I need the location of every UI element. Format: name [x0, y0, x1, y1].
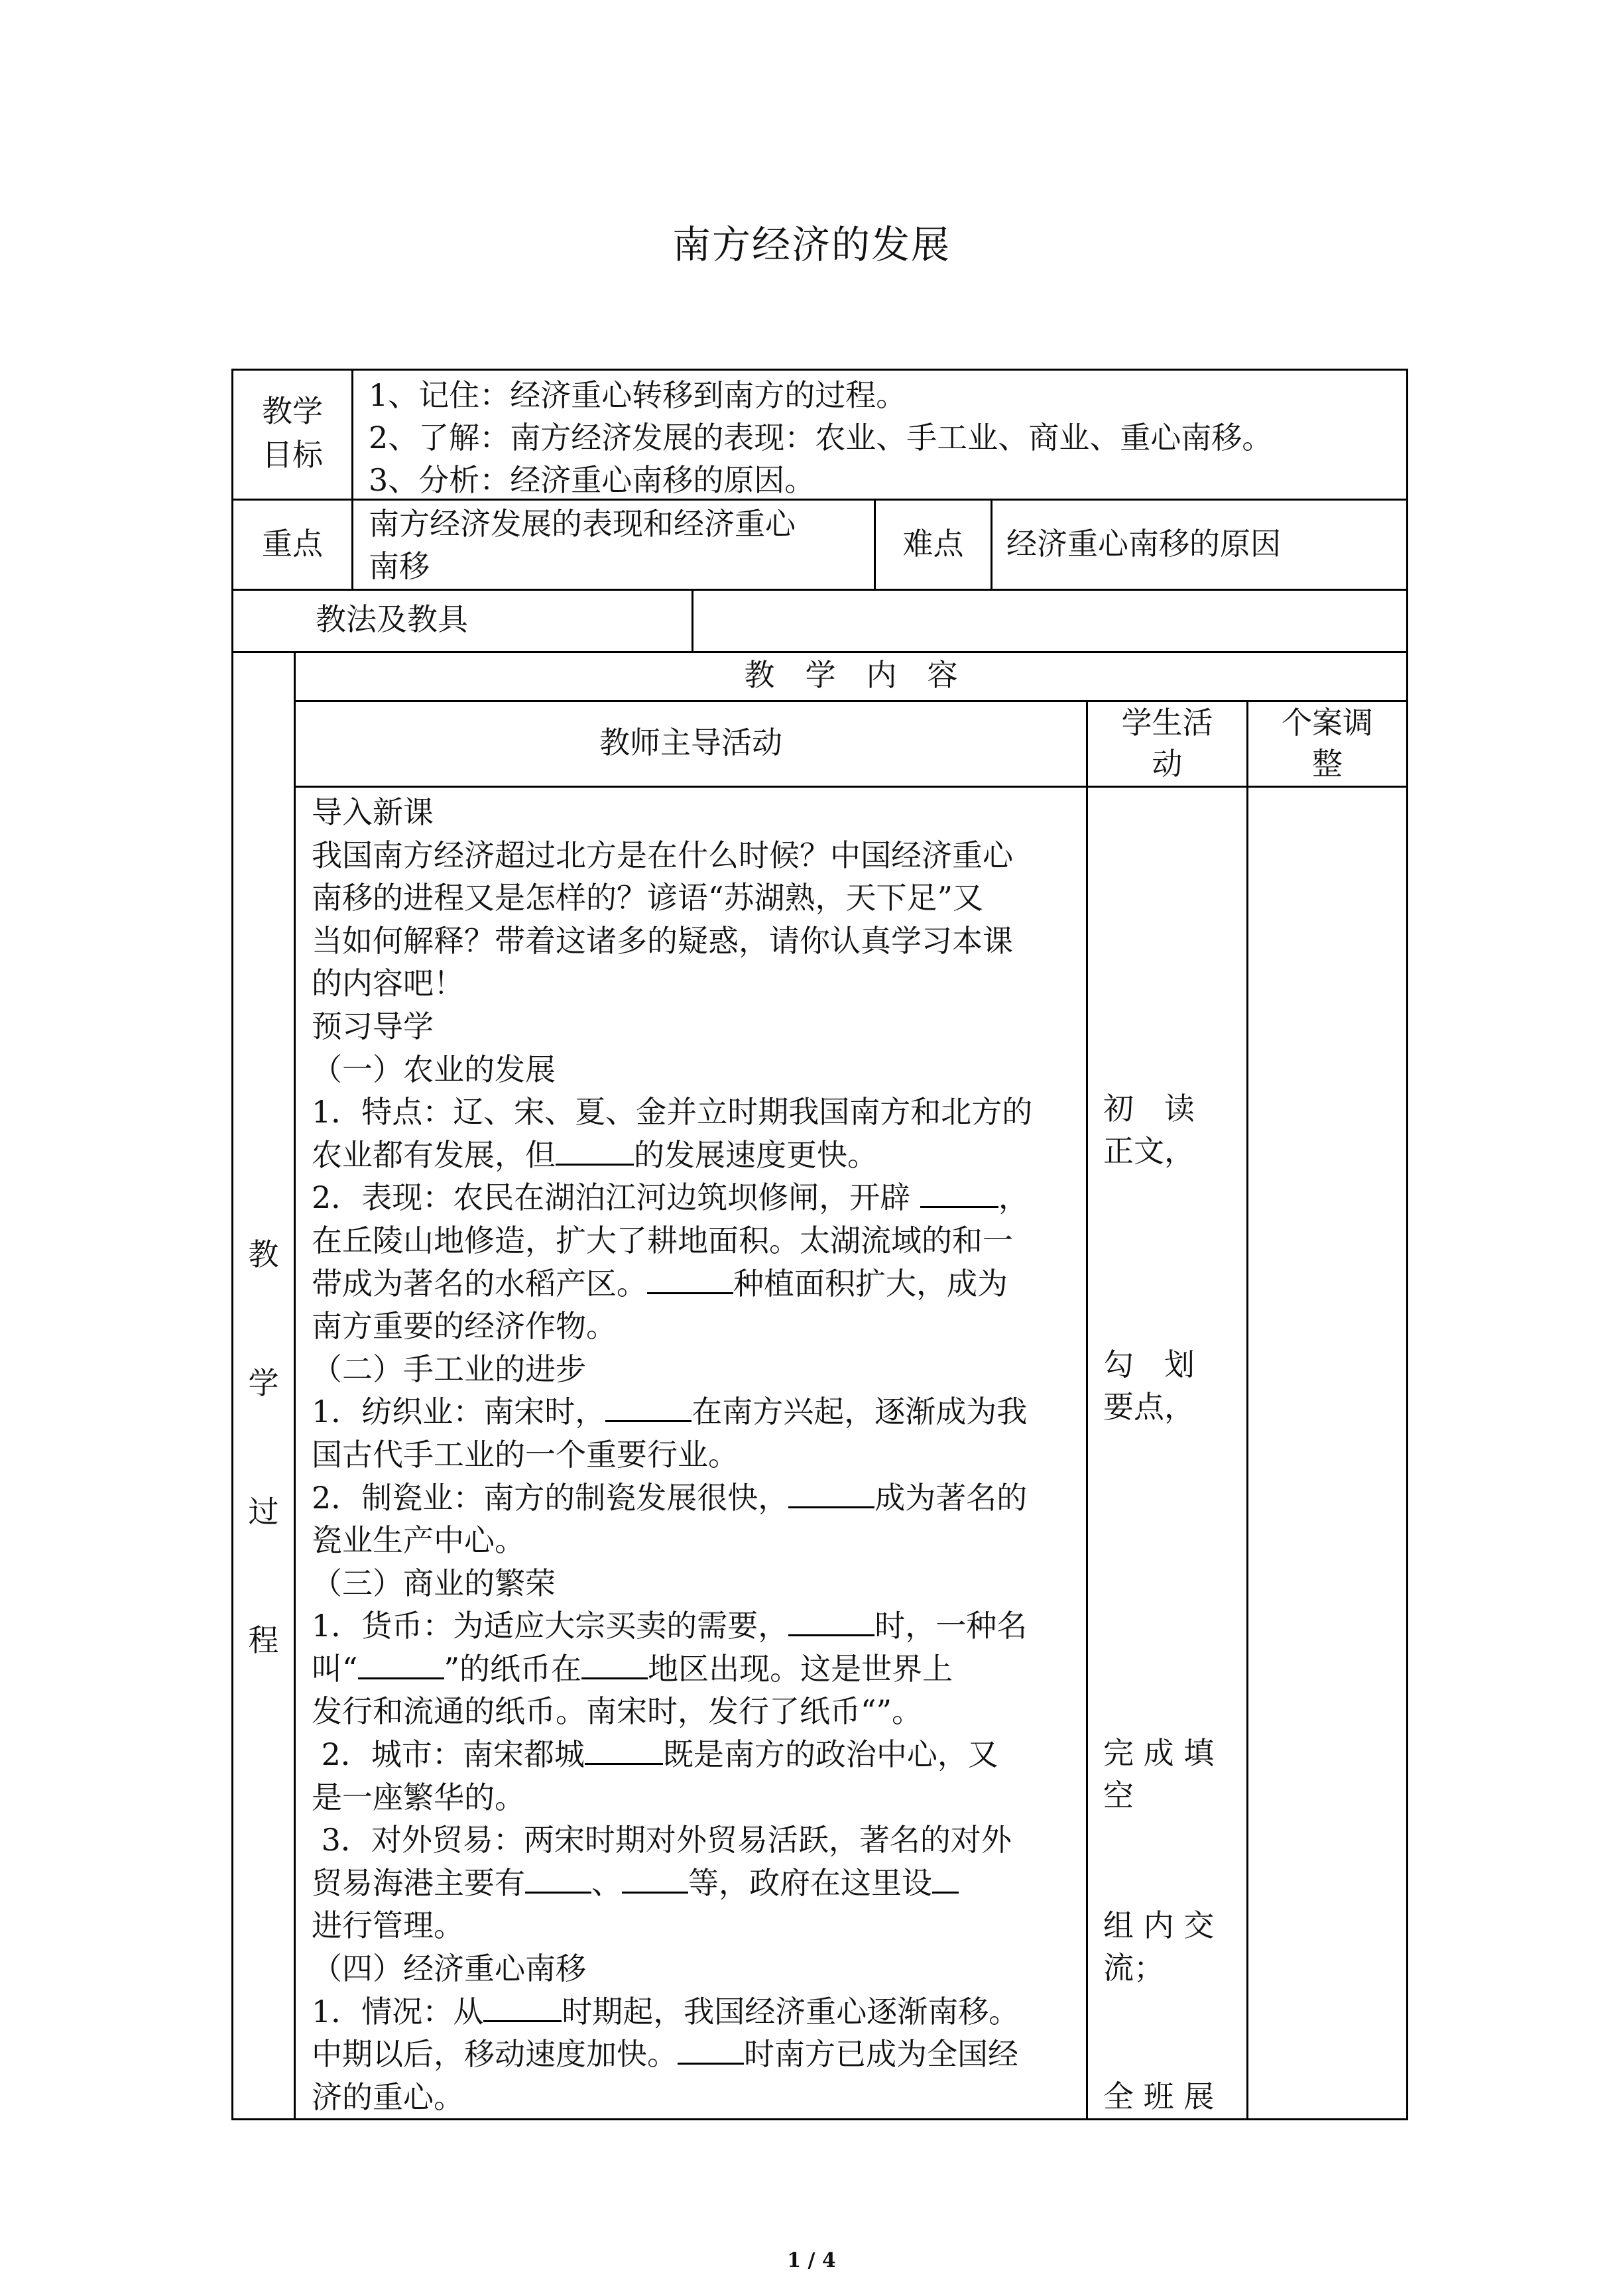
student-note: 空	[1103, 1778, 1134, 1813]
difficulty-label: 难点	[902, 526, 964, 562]
fill-blank	[525, 1862, 591, 1894]
fill-blank	[678, 2033, 744, 2065]
student-note: 勾 划	[1103, 1347, 1195, 1382]
student-note: 要点，	[1103, 1389, 1195, 1425]
fill-blank	[622, 1862, 688, 1894]
text-line: 预习导学	[312, 1008, 434, 1044]
col-header-teacher: 教师主导活动	[599, 725, 782, 760]
key-point-line-1: 南方经济发展的表现和经济重心	[369, 506, 796, 542]
fill-blank	[581, 1648, 648, 1679]
student-note: 完 成 填	[1103, 1735, 1215, 1771]
key-point-line-2: 南移	[369, 548, 430, 584]
methods-label: 教法及教具	[316, 601, 468, 637]
text-line: 南方重要的经济作物。	[312, 1308, 617, 1345]
text-line: 瓷业生产中心。	[312, 1522, 525, 1559]
process-label-char: 教	[248, 1237, 279, 1272]
student-note: 全 班 展	[1103, 2079, 1215, 2114]
text-line: 我国南方经济超过北方是在什么时候？中国经济重心	[312, 837, 1013, 873]
fill-blank	[483, 1991, 562, 2022]
col-header-student: 学生活	[1121, 705, 1213, 741]
text-line: 的内容吧！	[312, 965, 464, 1002]
objective-item: 1、记住：经济重心转移到南方的过程。	[369, 377, 907, 413]
fill-blank	[605, 1391, 691, 1422]
text-line: 1．纺织业：南宋时， 在南方兴起，逐渐成为我	[312, 1390, 1081, 1433]
section-header: 教 学 内 容	[744, 657, 958, 693]
fill-blank	[920, 1177, 998, 1208]
fill-blank	[556, 1134, 634, 1166]
text-line: （二）手工业的进步	[312, 1351, 586, 1387]
col-header-adjust: 个案调	[1282, 705, 1373, 741]
fill-blank	[932, 1862, 959, 1894]
key-point-label: 重点	[262, 526, 323, 562]
text-line: 3．对外贸易：两宋时期对外贸易活跃，著名的对外	[312, 1822, 1012, 1858]
fill-blank	[647, 1263, 733, 1294]
student-note: 初 读	[1103, 1091, 1195, 1126]
text-line: 1．货币：为适应大宗买卖的需要， 时，一种名	[312, 1604, 1081, 1648]
process-label-char: 过	[248, 1494, 279, 1530]
text-line: 2．制瓷业：南方的制瓷发展很快， 成为著名的	[312, 1477, 1081, 1520]
text-line: 1．特点：辽、宋、夏、金并立时期我国南方和北方的	[312, 1094, 1033, 1130]
difficulty-value: 经济重心南移的原因	[1006, 526, 1281, 562]
text-line: 叫“ ”的纸币在 地区出现。这是世界上	[312, 1648, 1081, 1691]
objectives-label-1: 教学	[262, 393, 323, 429]
text-line: 当如何解释？带着这诸多的疑惑，请你认真学习本课	[312, 922, 1013, 959]
text-line: 带成为著名的水稻产区。 种植面积扩大，成为	[312, 1262, 1081, 1305]
fill-blank	[585, 1734, 663, 1765]
text-line: 进行管理。	[312, 1907, 464, 1944]
text-line: 1．情况：从 时期起，我国经济重心逐渐南移。	[312, 1990, 1081, 2033]
page-title: 南方经济的发展	[672, 222, 951, 267]
process-label-char: 学	[248, 1365, 279, 1401]
process-label-char: 程	[248, 1622, 279, 1658]
fill-blank	[788, 1477, 874, 1508]
page-number: 1 / 4	[787, 2249, 836, 2272]
text-line: 农业都有发展，但 的发展速度更快。	[312, 1134, 1081, 1177]
fill-blank	[788, 1605, 874, 1636]
text-line: 是一座繁华的。	[312, 1779, 525, 1815]
text-line: 中期以后，移动速度加快。 时南方已成为全国经	[312, 2033, 1081, 2076]
student-note: 组 内 交	[1103, 1907, 1215, 1943]
objective-item: 3、分析：经济重心南移的原因。	[369, 462, 815, 498]
text-line: 济的重心。	[312, 2079, 464, 2115]
col-header-adjust: 整	[1312, 746, 1343, 782]
student-note: 流；	[1103, 1950, 1164, 1986]
text-line: 2．表现：农民在湖泊江河边筑坝修闸，开辟 ，	[312, 1176, 1081, 1219]
text-line: 发行和流通的纸币。南宋时，发行了纸币“”。	[312, 1693, 923, 1730]
text-line: 在丘陵山地修造，扩大了耕地面积。太湖流域的和一	[312, 1222, 1013, 1258]
text-line: 导入新课	[312, 794, 434, 830]
text-line: （三）商业的繁荣	[312, 1565, 556, 1601]
objective-item: 2、了解：南方经济发展的表现：农业、手工业、商业、重心南移。	[369, 420, 1273, 455]
text-line: （一）农业的发展	[312, 1051, 556, 1087]
text-line: 贸易海港主要有 、 等，政府在这里设	[312, 1862, 1081, 1905]
text-line: 2．城市：南宋都城 既是南方的政治中心，又	[312, 1733, 1081, 1776]
col-header-student: 动	[1152, 746, 1183, 782]
fill-blank	[358, 1648, 444, 1679]
text-line: 国古代手工业的一个重要行业。	[312, 1436, 739, 1473]
objectives-label-2: 目标	[262, 437, 323, 473]
text-line: （四）经济重心南移	[312, 1951, 586, 1987]
student-note: 正文，	[1103, 1133, 1195, 1169]
teacher-activity	[312, 791, 1081, 2118]
text-line: 南移的进程又是怎样的？谚语“苏湖熟，天下足”又	[312, 880, 984, 916]
